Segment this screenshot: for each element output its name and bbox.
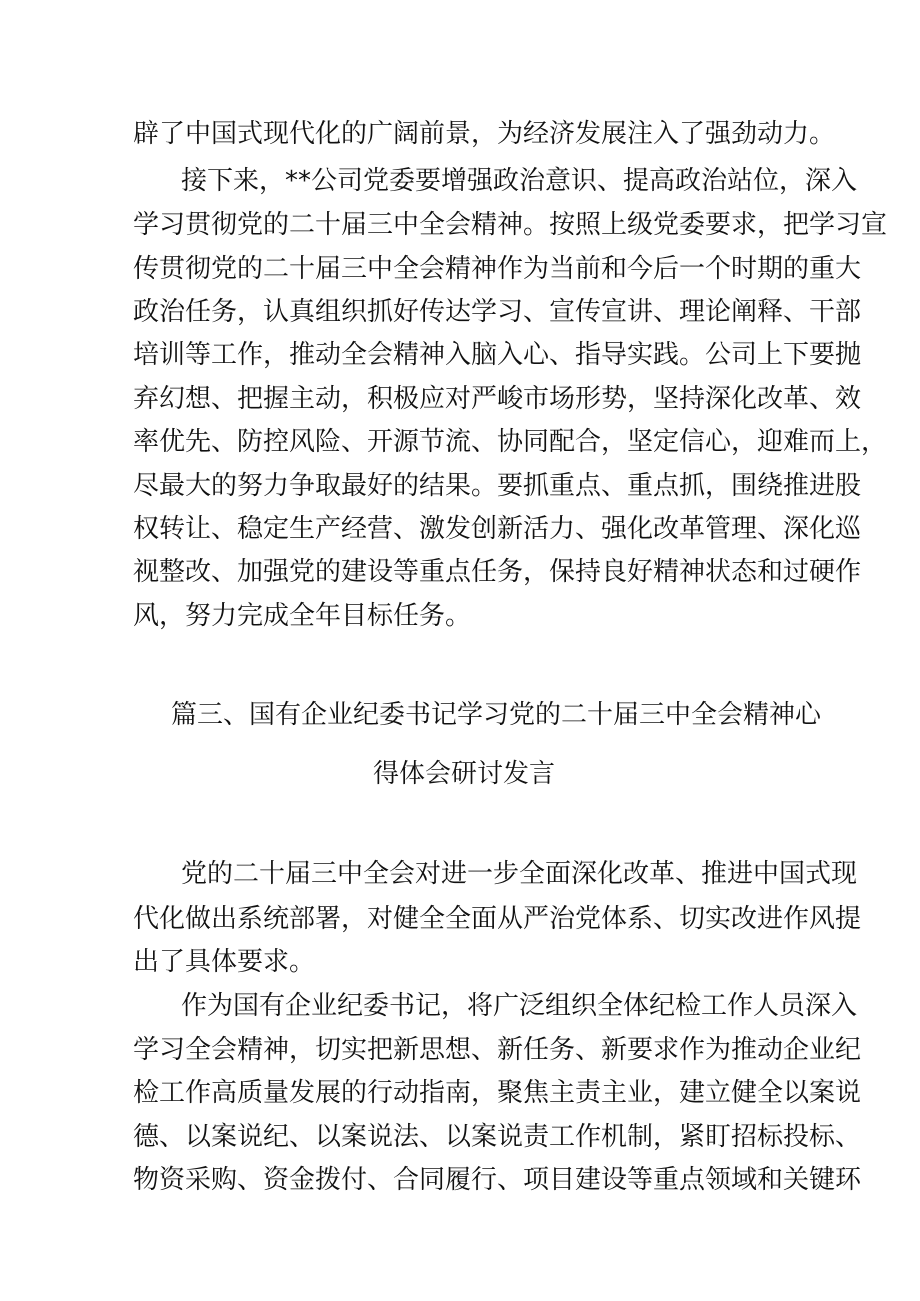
text-line: 辟了中国式现代化的广阔前景，为经济发展注入了强劲动力。 <box>133 119 836 149</box>
text-line: 弃幻想、把握主动，积极应对严峻市场形势，坚持深化改革、效 <box>133 384 862 414</box>
text-line: 权转让、稳定生产经营、激发创新活力、强化改革管理、深化巡 <box>133 514 862 544</box>
text-line: 传贯彻党的二十届三中全会精神作为当前和今后一个时期的重大 <box>133 254 862 284</box>
text-line: 率优先、防控风险、开源节流、协同配合，坚定信心，迎难而上， <box>133 427 888 457</box>
text-line: 物资采购、资金拨付、合同履行、项目建设等重点领域和关键环 <box>133 1165 862 1195</box>
text-line: 风，努力完成全年目标任务。 <box>133 601 472 631</box>
text-line: 接下来，**公司党委要增强政治意识、提高政治站位，深入 <box>181 166 858 196</box>
text-line: 视整改、加强党的建设等重点任务，保持良好精神状态和过硬作 <box>133 557 862 587</box>
section-title-line-1: 篇三、国有企业纪委书记学习党的二十届三中全会精神心 <box>171 700 822 730</box>
text-line: 培训等工作，推动全会精神入脑入心、指导实践。公司上下要抛 <box>133 340 862 370</box>
text-line: 出了具体要求。 <box>133 947 316 977</box>
text-line: 政治任务，认真组织抓好传达学习、宣传宣讲、理论阐释、干部 <box>133 297 862 327</box>
text-line: 学习贯彻党的二十届三中全会精神。按照上级党委要求，把学习宣 <box>133 210 888 240</box>
text-line: 作为国有企业纪委书记，将广泛组织全体纪检工作人员深入 <box>181 991 858 1021</box>
text-line: 学习全会精神，切实把新思想、新任务、新要求作为推动企业纪 <box>133 1035 862 1065</box>
text-line: 尽最大的努力争取最好的结果。要抓重点、重点抓，围绕推进股 <box>133 471 862 501</box>
section-title-line-2: 得体会研讨发言 <box>373 759 556 789</box>
text-line: 检工作高质量发展的行动指南，聚焦主责主业，建立健全以案说 <box>133 1078 862 1108</box>
text-line: 代化做出系统部署，对健全全面从严治党体系、切实改进作风提 <box>133 904 862 934</box>
text-line: 德、以案说纪、以案说法、以案说责工作机制，紧盯招标投标、 <box>133 1122 862 1152</box>
text-line: 党的二十届三中全会对进一步全面深化改革、推进中国式现 <box>181 859 858 889</box>
